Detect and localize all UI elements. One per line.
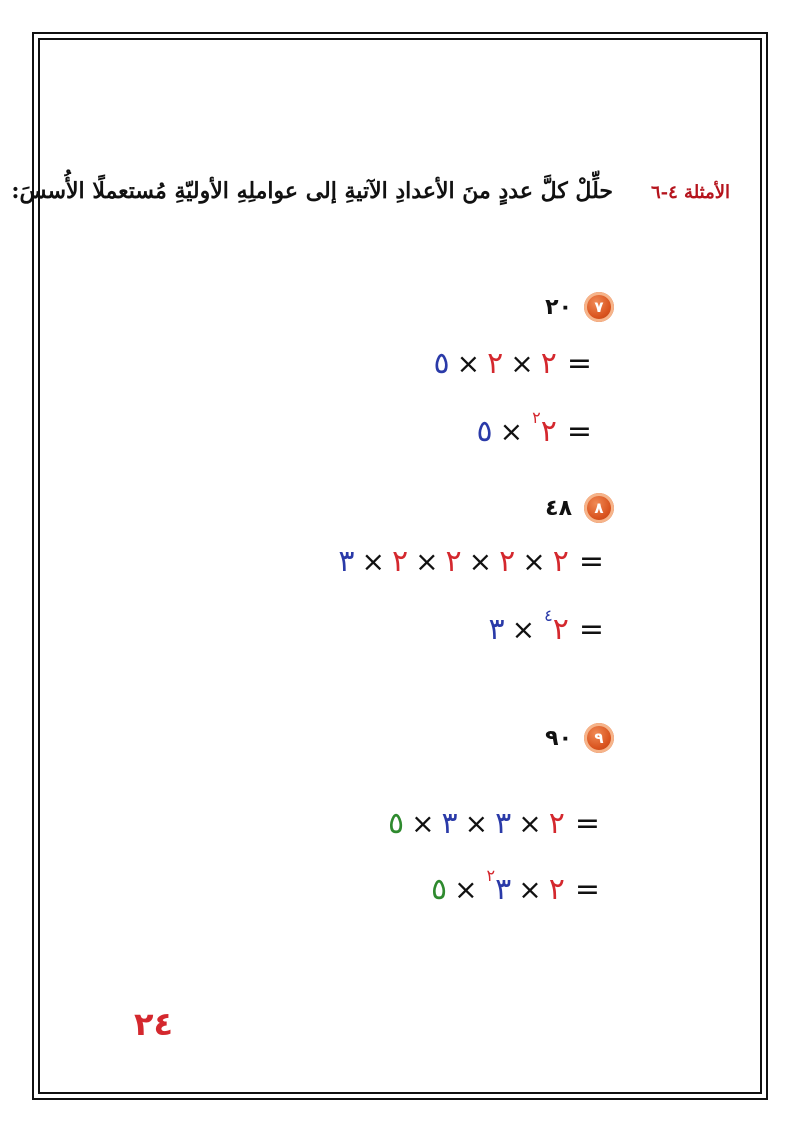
factor: ٥: [476, 414, 493, 449]
times-sign: ×: [518, 873, 542, 906]
factor: ٥: [433, 346, 450, 381]
times-sign: ×: [456, 347, 481, 380]
example-badge: ٩: [584, 723, 614, 753]
example-9-header: [545, 723, 614, 753]
example-7-header: [545, 292, 614, 322]
times-sign: ×: [499, 415, 524, 448]
instruction-text: حلِّلْ كلَّ عددٍ منَ الأعدادِ الآتيةِ إلى عواملِهِ الأوليّةِ مُستعملًا الأُسسَ:: [11, 178, 613, 204]
times-sign: ×: [510, 347, 534, 380]
factor: ٢: [540, 346, 557, 381]
factor: ٥: [387, 806, 405, 841]
times-sign: ×: [464, 807, 489, 840]
example-badge: ٧: [584, 292, 614, 322]
factor: ٢: [445, 544, 462, 579]
example-8-line-1: [338, 544, 604, 579]
factor: ٣: [488, 612, 505, 647]
power-base: ٣: [495, 872, 512, 907]
times-sign: ×: [454, 873, 478, 906]
example-8-header: [545, 493, 614, 523]
factor: ٢: [487, 346, 504, 381]
example-8-line-2: [488, 606, 604, 647]
example-7-line-2: [476, 408, 592, 449]
equals-sign: =: [578, 612, 604, 647]
examples-label: الأمثلة ٤-٦: [650, 182, 730, 203]
examples-heading: [11, 178, 730, 204]
equals-sign: =: [574, 872, 600, 907]
times-sign: ×: [518, 807, 542, 840]
power-exponent: ٢: [486, 866, 496, 885]
factor: ٣: [338, 544, 355, 579]
power-exponent: ٤: [544, 606, 553, 625]
page-number: ٢٤: [134, 1005, 174, 1043]
example-7-line-1: [434, 346, 592, 381]
times-sign: ×: [522, 545, 546, 578]
power-exponent: ٢: [532, 408, 541, 427]
example-badge: ٨: [584, 493, 614, 523]
example-number: ٢٠: [545, 294, 572, 320]
factor: ٢: [391, 544, 409, 579]
factor: ٣: [441, 806, 458, 841]
example-number: ٩٠: [545, 725, 572, 751]
equals-sign: =: [566, 346, 592, 381]
factor: ٣: [495, 806, 512, 841]
example-9-line-1: [388, 806, 600, 841]
factor: ٢: [548, 806, 565, 841]
example-9-line-2: [430, 866, 600, 907]
times-sign: ×: [415, 545, 439, 578]
factor: ٥: [430, 872, 448, 907]
example-number: ٤٨: [545, 495, 572, 521]
times-sign: ×: [411, 807, 435, 840]
power-base: ٢: [552, 612, 569, 647]
power-base: ٢: [540, 414, 557, 449]
times-sign: ×: [468, 545, 493, 578]
equals-sign: =: [578, 544, 604, 579]
factor: ٢: [499, 544, 516, 579]
times-sign: ×: [361, 545, 385, 578]
equals-sign: =: [574, 806, 600, 841]
factor: ٢: [548, 872, 565, 907]
equals-sign: =: [566, 414, 592, 449]
times-sign: ×: [511, 613, 536, 646]
factor: ٢: [552, 544, 569, 579]
